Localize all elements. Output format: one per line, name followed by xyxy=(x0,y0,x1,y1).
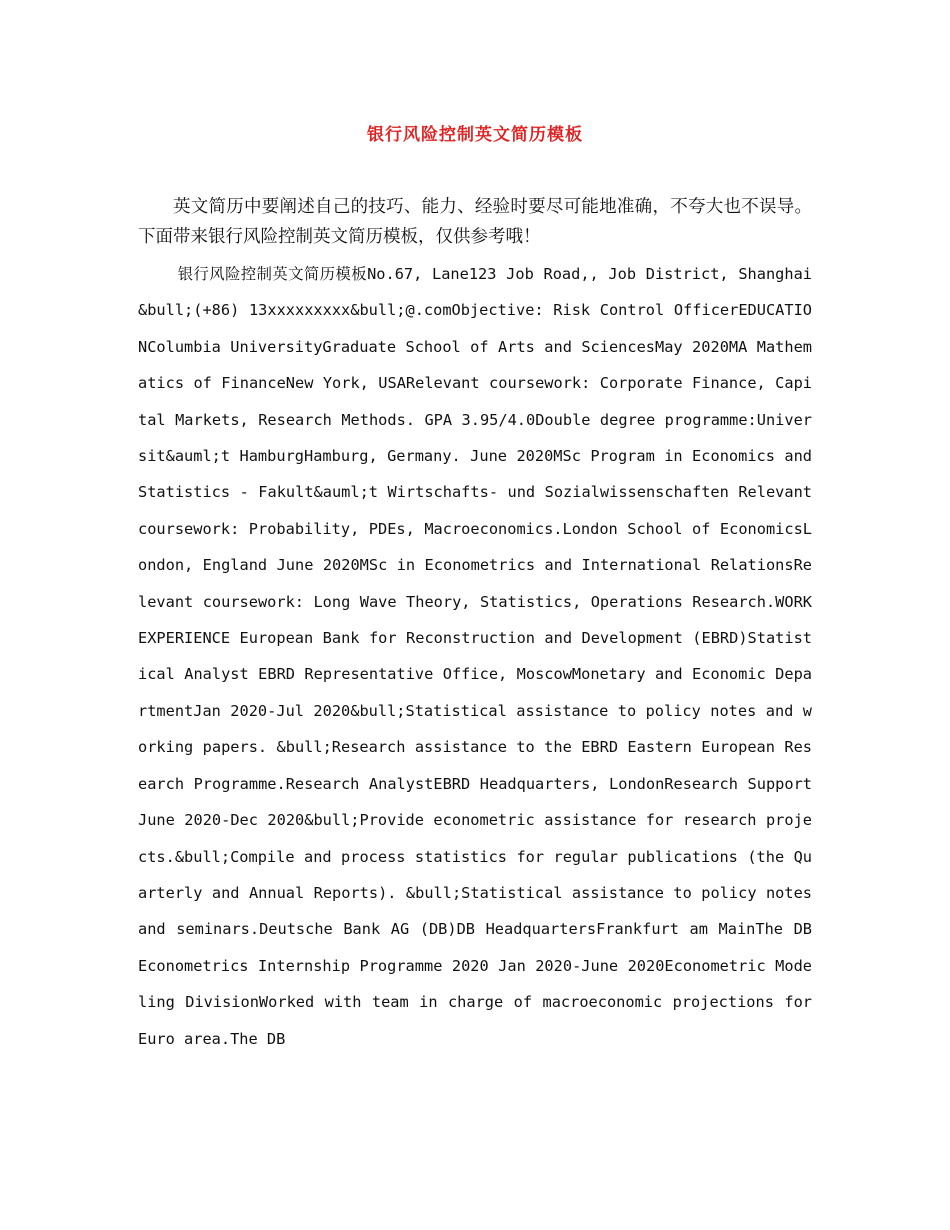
resume-body-paragraph: 银行风险控制英文简历模板No.67, Lane123 Job Road,, Job District, Shanghai &bull;(+86) 13xxxxxxxxx&bull;@.comObjective: Risk Control OfficerEDUCATIONColumbia UniversityGraduate School of Arts and SciencesMay 2020MA Mathematics of FinanceNew York, USARelevant coursework: Corporate Finance, Capital Markets, Research Methods. GPA 3.95/4.0Double degree programme:Universit&auml;t HamburgHamburg, Germany. June 2020MSc Program in Economics and Statistics - Fakult&auml;t Wirtschafts- und Sozialwissenschaften Relevant coursework: Probability, PDEs, Macroeconomics.London School of EconomicsLondon, England June 2020MSc in Econometrics and International RelationsRelevant coursework: Long Wave Theory, Statistics, Operations Research.WORK EXPERIENCE European Bank for Reconstruction and Development (EBRD)Statistical Analyst EBRD Representative Office, MoscowMonetary and Economic DepartmentJan 2020-Jul 2020&bull;Statistical assistance to policy notes and working papers. &bull;Research assistance to the EBRD Eastern European Research Programme.Research AnalystEBRD Headquarters, LondonResearch Support June 2020-Dec 2020&bull;Provide econometric assistance for research projects.&bull;Compile and process statistics for regular publications (the Quarterly and Annual Reports). &bull;Statistical assistance to policy notes and seminars.Deutsche Bank AG (DB)DB HeadquartersFrankfurt am MainThe DB Econometrics Internship Programme 2020 Jan 2020-June 2020Econometric Modeling DivisionWorked with team in charge of macroeconomic projections for Euro area.The DB xyxy=(138,265,812,1048)
intro-paragraph: 英文简历中要阐述自己的技巧、能力、经验时要尽可能地准确，不夸大也不误导。下面带来银行风险控制英文简历模板，仅供参考哦！ xyxy=(138,197,812,247)
document-page xyxy=(138,0,812,1057)
page-title: 银行风险控制英文简历模板 xyxy=(367,125,583,145)
